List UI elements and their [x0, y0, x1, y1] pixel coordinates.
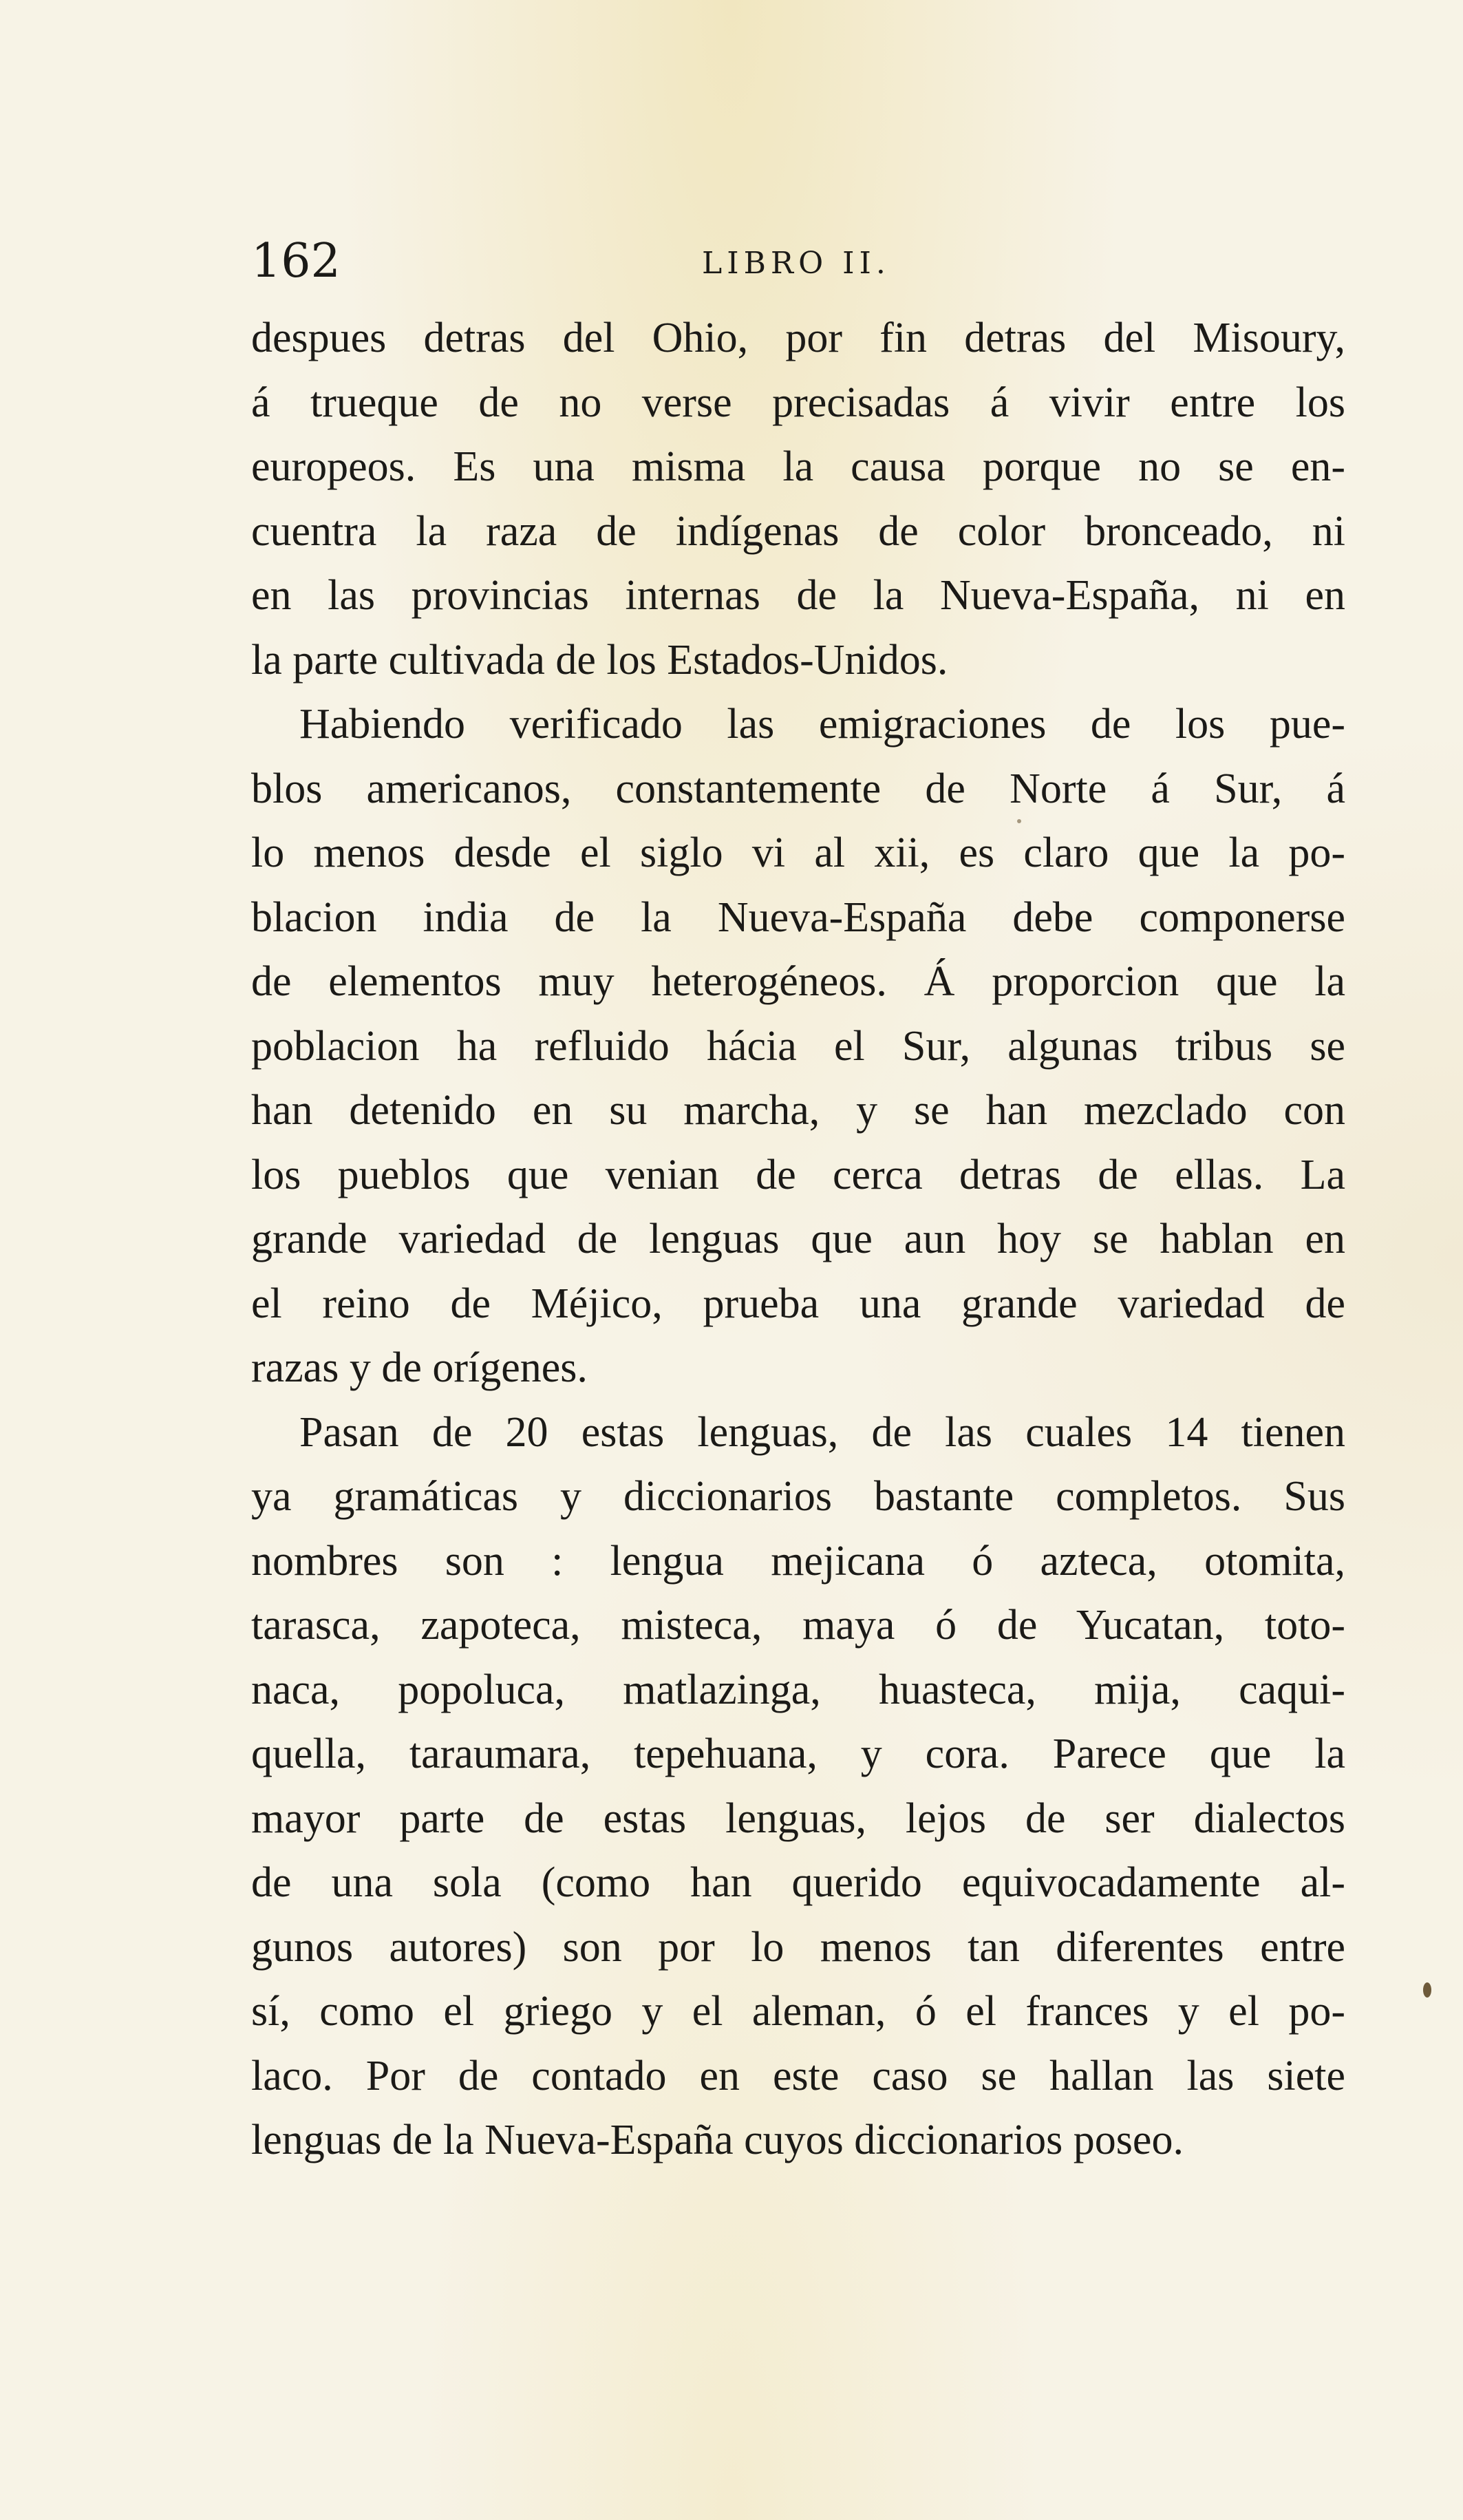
text-line: lenguas de la Nueva-España cuyos diccionarios poseo. [251, 2117, 1184, 2163]
text-line: lo menos desde el siglo vi al xii, es claro que la po- [251, 829, 1345, 876]
text-line: razas y de orígenes. [251, 1344, 588, 1391]
text-line: grande variedad de lenguas que aun hoy se hablan en [251, 1216, 1345, 1262]
text-line: de elementos muy heterogéneos. Á proporcion que la [251, 958, 1345, 1005]
text-line: mayor parte de estas lenguas, lejos de ser dialectos [251, 1794, 1345, 1842]
text-line: naca, popoluca, matlazinga, huasteca, mija, caqui- [251, 1666, 1345, 1713]
text-line: los pueblos que venian de cerca detras de ellas. La [251, 1151, 1345, 1198]
text-line: han detenido en su marcha, y se han mezclado con [251, 1087, 1345, 1134]
text-line: blacion india de la Nueva-España debe componerse [251, 893, 1345, 941]
text-line: laco. Por de contado en este caso se hallan las siete [251, 2052, 1345, 2099]
text-line: la parte cultivada de los Estados-Unidos. [251, 636, 948, 684]
running-title: LIBRO II. [702, 246, 890, 281]
running-head [251, 231, 1345, 293]
text-line: á trueque de no verse precisadas á vivir entre los [251, 379, 1345, 426]
text-line: quella, taraumara, tepehuana, y cora. Parece que la [251, 1730, 1345, 1777]
text-line: Pasan de 20 estas lenguas, de las cuales 14 tienen [299, 1408, 1345, 1456]
text-line: ya gramáticas y diccionarios bastante completos. Sus [251, 1473, 1345, 1520]
body-text [251, 306, 1345, 2173]
text-line: el reino de Méjico, prueba una grande variedad de [251, 1280, 1345, 1327]
text-line: en las provincias internas de la Nueva-España, ni en [251, 572, 1345, 619]
text-line: Habiendo verificado las emigraciones de los pue- [299, 701, 1345, 748]
page-number: 162 [251, 234, 341, 288]
text-line: blos americanos, constantemente de Norte á Sur, á [251, 765, 1345, 812]
text-line: de una sola (como han querido equivocadamente al- [251, 1859, 1345, 1906]
ink-speck [1423, 1982, 1431, 1998]
text-line: nombres son : lengua mejicana ó azteca, otomita, [251, 1537, 1345, 1585]
ink-speck [1017, 819, 1021, 823]
text-line: poblacion ha refluido hácia el Sur, algunas tribus se [251, 1022, 1345, 1070]
text-line: tarasca, zapoteca, misteca, maya ó de Yucatan, toto- [251, 1602, 1345, 1649]
text-line: gunos autores) son por lo menos tan diferentes entre [251, 1923, 1345, 1971]
text-line: despues detras del Ohio, por fin detras del Misoury, [251, 315, 1345, 361]
text-line: cuentra la raza de indígenas de color bronceado, ni [251, 507, 1345, 555]
text-line: europeos. Es una misma la causa porque no se en- [251, 443, 1345, 490]
text-line: sí, como el griego y el aleman, ó el frances y el po- [251, 1988, 1345, 2035]
